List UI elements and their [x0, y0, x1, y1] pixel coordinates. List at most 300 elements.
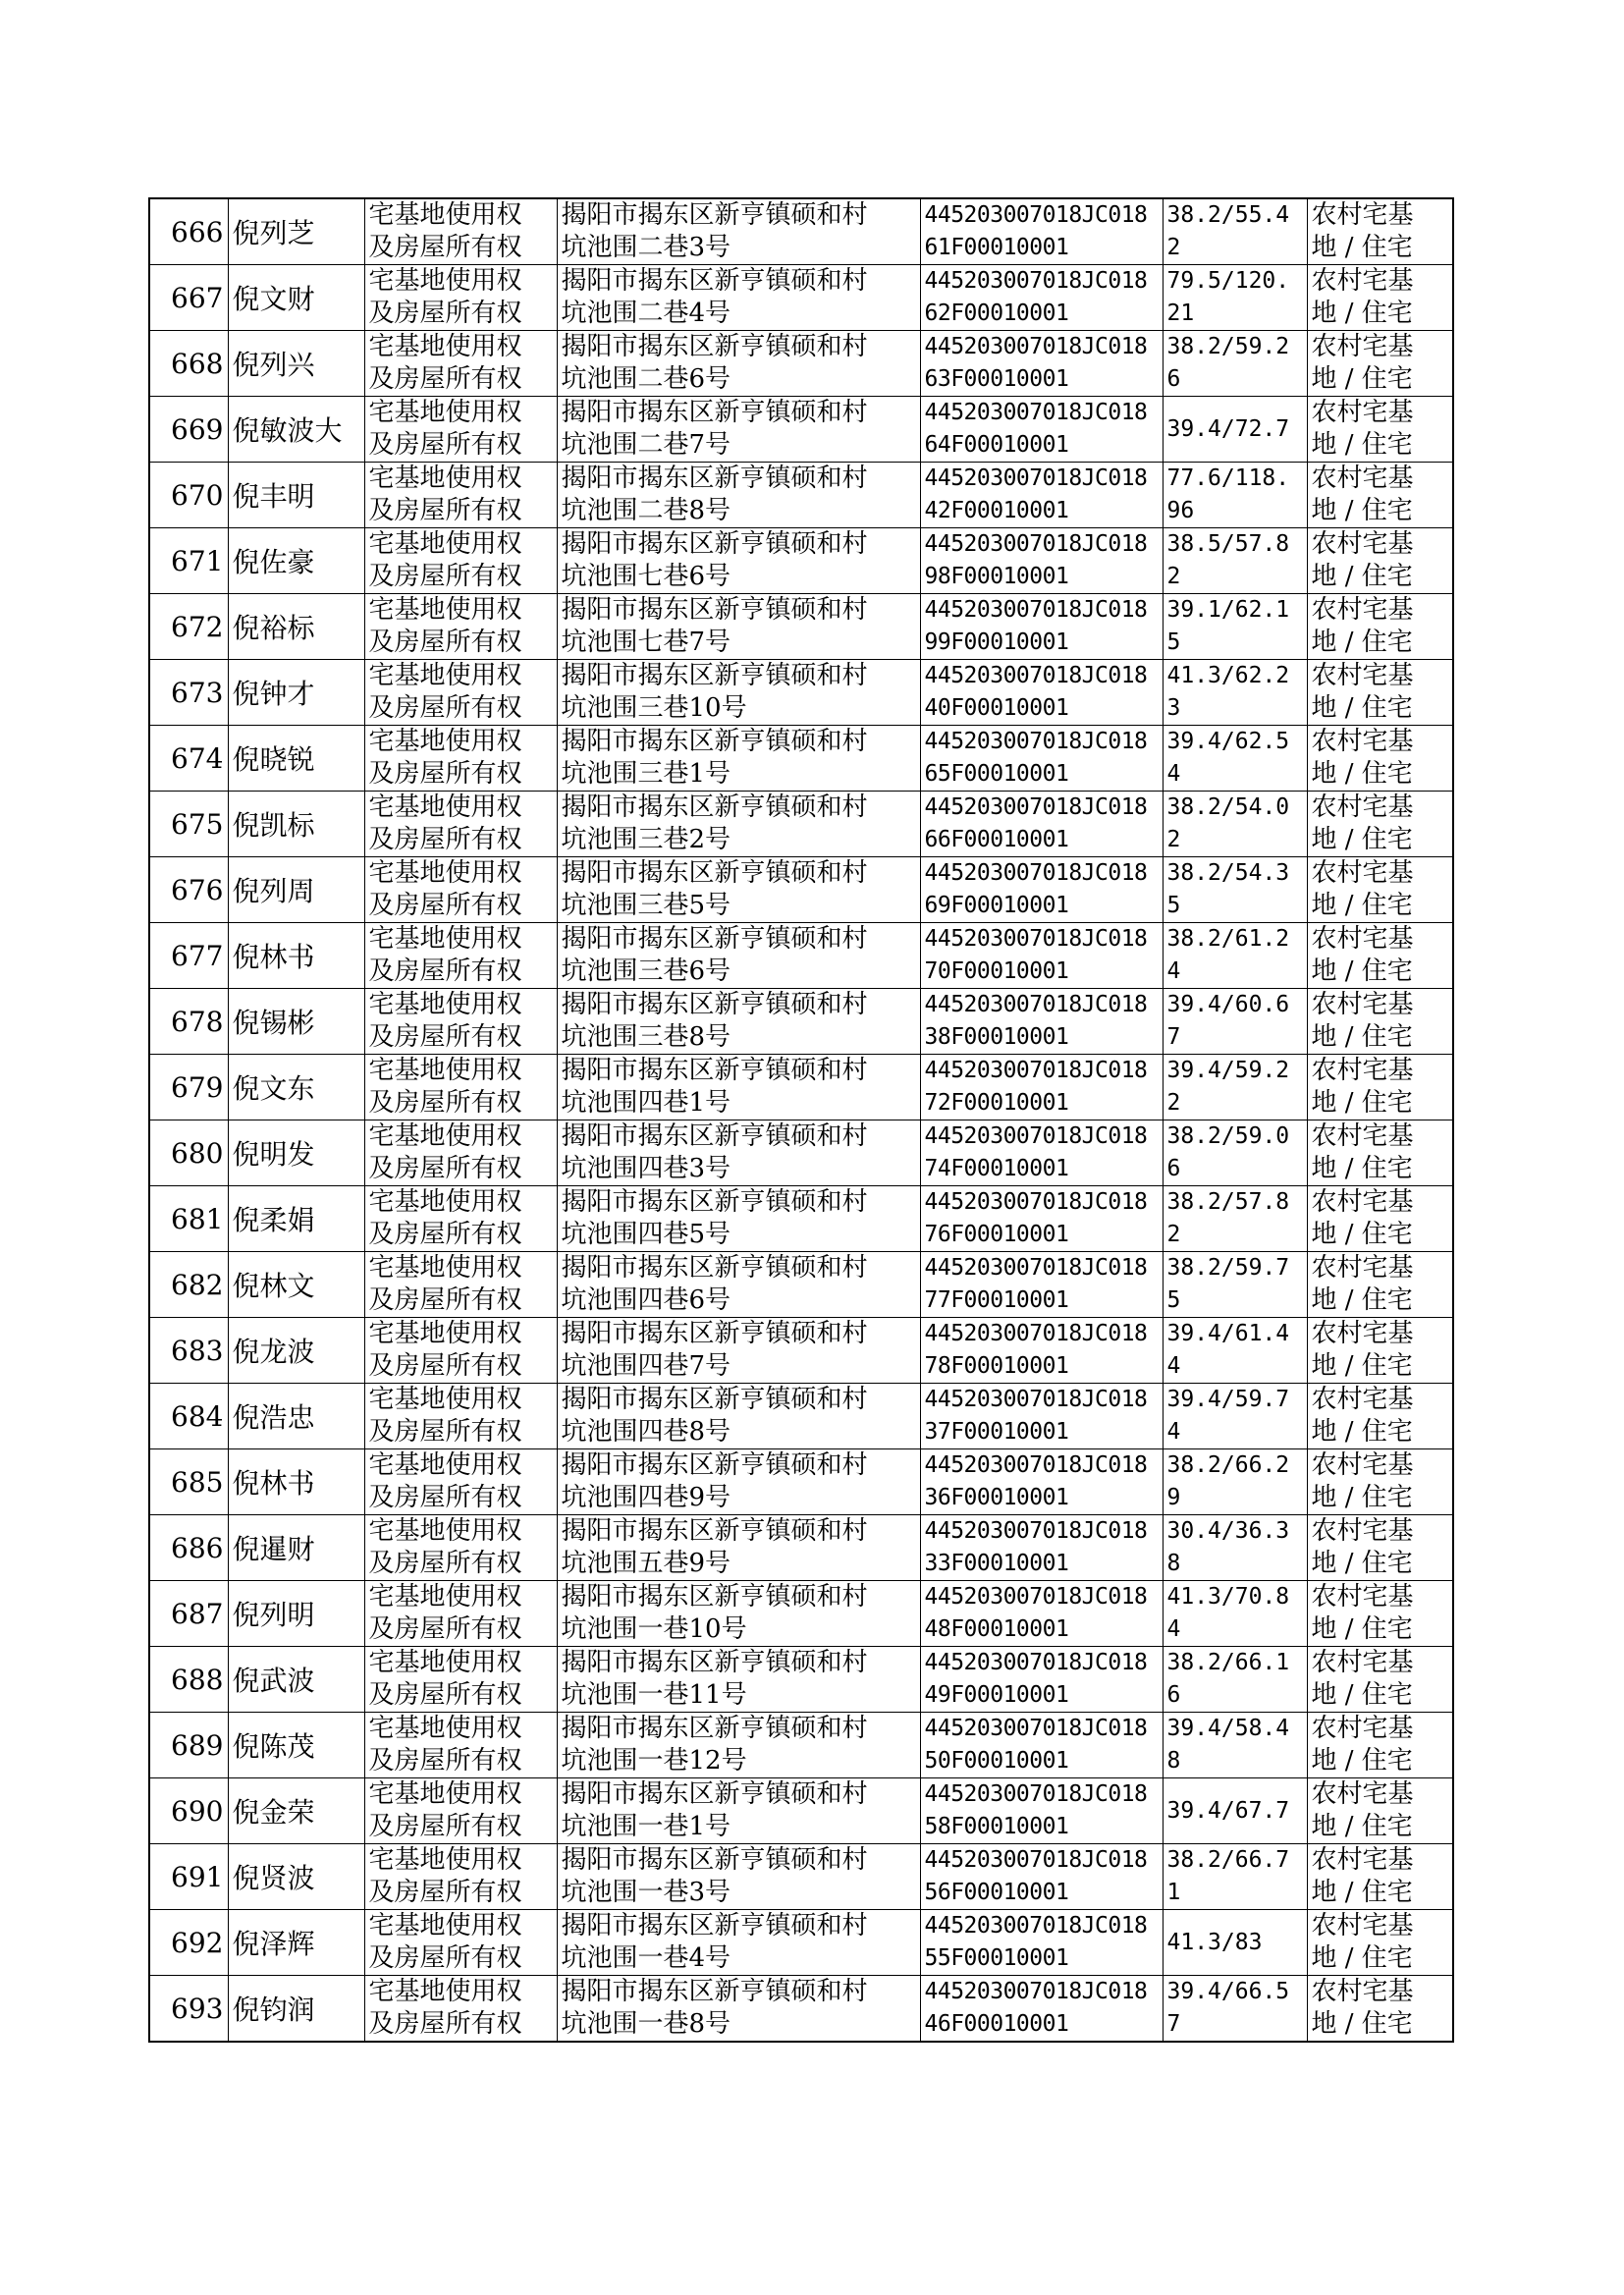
row-number: 672: [149, 594, 228, 660]
property-address-line: 坑池围一巷8号: [561, 2009, 731, 2039]
right-type-line: 宅基地使用权: [368, 464, 522, 493]
unit-code: 445203007018JC01855F00010001: [920, 1910, 1163, 1976]
right-type: [364, 923, 557, 989]
owner-name: 倪文东: [228, 1055, 364, 1120]
row-number: 687: [149, 1581, 228, 1647]
right-type: [364, 1647, 557, 1713]
property-address-line: 揭阳市揭东区新亨镇硕和村: [561, 858, 868, 888]
right-type-line: 及房屋所有权: [368, 693, 522, 723]
land-usage-line: 农村宅基: [1311, 1714, 1414, 1743]
land-usage-line: 农村宅基: [1311, 661, 1414, 690]
land-usage: [1307, 660, 1453, 726]
table-row: [149, 1318, 1453, 1384]
right-type-line: 及房屋所有权: [368, 299, 522, 328]
property-address: [557, 331, 920, 397]
land-usage: [1307, 1581, 1453, 1647]
property-address-line: 揭阳市揭东区新亨镇硕和村: [561, 1911, 868, 1940]
area-value: 38.2/59.75: [1163, 1252, 1307, 1318]
unit-code: 445203007018JC01862F00010001: [920, 265, 1163, 331]
unit-code: 445203007018JC01838F00010001: [920, 989, 1163, 1055]
property-address-line: 揭阳市揭东区新亨镇硕和村: [561, 332, 868, 361]
property-address: [557, 1449, 920, 1515]
area-value: 41.3/70.84: [1163, 1581, 1307, 1647]
unit-code: 445203007018JC01898F00010001: [920, 528, 1163, 594]
owner-name: 倪武波: [228, 1647, 364, 1713]
property-address-line: 揭阳市揭东区新亨镇硕和村: [561, 1385, 868, 1414]
row-number: 685: [149, 1449, 228, 1515]
area-value: 38.2/55.42: [1163, 198, 1307, 265]
unit-code: 445203007018JC01856F00010001: [920, 1844, 1163, 1910]
property-address-line: 坑池围三巷2号: [561, 825, 731, 854]
right-type-line: 宅基地使用权: [368, 1319, 522, 1348]
land-usage: [1307, 1120, 1453, 1186]
area-value: 79.5/120.21: [1163, 265, 1307, 331]
property-address-line: 坑池围三巷10号: [561, 693, 747, 723]
registry-table-body: [149, 198, 1453, 2042]
property-address-line: 揭阳市揭东区新亨镇硕和村: [561, 1779, 868, 1809]
right-type-line: 宅基地使用权: [368, 266, 522, 296]
land-usage: [1307, 463, 1453, 528]
property-address-line: 揭阳市揭东区新亨镇硕和村: [561, 1121, 868, 1151]
unit-code: 445203007018JC01870F00010001: [920, 923, 1163, 989]
right-type: [364, 1120, 557, 1186]
row-number: 684: [149, 1384, 228, 1449]
right-type-line: 及房屋所有权: [368, 956, 522, 986]
right-type-line: 及房屋所有权: [368, 1746, 522, 1776]
right-type-line: 宅基地使用权: [368, 661, 522, 690]
right-type-line: 及房屋所有权: [368, 1220, 522, 1249]
owner-name: 倪暹财: [228, 1515, 364, 1581]
row-number: 677: [149, 923, 228, 989]
land-usage-line: 地 / 住宅: [1311, 1285, 1413, 1315]
land-usage: [1307, 1055, 1453, 1120]
owner-name: 倪柔娟: [228, 1186, 364, 1252]
land-usage: [1307, 1515, 1453, 1581]
table-row: [149, 792, 1453, 857]
property-address-line: 坑池围四巷3号: [561, 1154, 731, 1183]
property-address-line: 揭阳市揭东区新亨镇硕和村: [561, 1845, 868, 1875]
owner-name: 倪林书: [228, 923, 364, 989]
property-address-line: 坑池围二巷8号: [561, 496, 731, 525]
land-usage-line: 地 / 住宅: [1311, 628, 1413, 657]
right-type: [364, 989, 557, 1055]
land-usage-line: 地 / 住宅: [1311, 1549, 1413, 1578]
row-number: 675: [149, 792, 228, 857]
owner-name: 倪列明: [228, 1581, 364, 1647]
right-type-line: 宅基地使用权: [368, 1450, 522, 1480]
right-type: [364, 1713, 557, 1778]
land-usage-line: 农村宅基: [1311, 1911, 1414, 1940]
row-number: 693: [149, 1976, 228, 2043]
row-number: 682: [149, 1252, 228, 1318]
property-address-line: 坑池围一巷3号: [561, 1878, 731, 1907]
property-address-line: 揭阳市揭东区新亨镇硕和村: [561, 464, 868, 493]
property-address-line: 揭阳市揭东区新亨镇硕和村: [561, 529, 868, 559]
right-type-line: 及房屋所有权: [368, 825, 522, 854]
land-usage-line: 农村宅基: [1311, 727, 1414, 756]
right-type-line: 宅基地使用权: [368, 1582, 522, 1612]
right-type: [364, 660, 557, 726]
land-usage-line: 地 / 住宅: [1311, 956, 1413, 986]
property-address-line: 坑池围一巷12号: [561, 1746, 747, 1776]
land-usage-line: 农村宅基: [1311, 1582, 1414, 1612]
property-address: [557, 1581, 920, 1647]
owner-name: 倪林书: [228, 1449, 364, 1515]
right-type-line: 及房屋所有权: [368, 233, 522, 262]
property-address-line: 坑池围三巷1号: [561, 759, 731, 789]
right-type-line: 宅基地使用权: [368, 1121, 522, 1151]
row-number: 688: [149, 1647, 228, 1713]
unit-code: 445203007018JC01850F00010001: [920, 1713, 1163, 1778]
property-address: [557, 1252, 920, 1318]
row-number: 676: [149, 857, 228, 923]
property-address-line: 揭阳市揭东区新亨镇硕和村: [561, 727, 868, 756]
unit-code: 445203007018JC01846F00010001: [920, 1976, 1163, 2043]
land-usage-line: 地 / 住宅: [1311, 364, 1413, 394]
property-address-line: 揭阳市揭东区新亨镇硕和村: [561, 990, 868, 1019]
property-address: [557, 726, 920, 792]
table-row: [149, 923, 1453, 989]
land-usage-line: 地 / 住宅: [1311, 562, 1413, 591]
right-type-line: 及房屋所有权: [368, 1614, 522, 1644]
property-address: [557, 528, 920, 594]
property-address-line: 揭阳市揭东区新亨镇硕和村: [561, 661, 868, 690]
right-type-line: 及房屋所有权: [368, 1022, 522, 1052]
property-address-line: 坑池围七巷6号: [561, 562, 731, 591]
owner-name: 倪浩忠: [228, 1384, 364, 1449]
right-type-line: 宅基地使用权: [368, 1648, 522, 1677]
land-usage-line: 地 / 住宅: [1311, 430, 1413, 460]
property-address-line: 坑池围五巷9号: [561, 1549, 731, 1578]
property-address-line: 揭阳市揭东区新亨镇硕和村: [561, 1582, 868, 1612]
right-type-line: 宅基地使用权: [368, 1779, 522, 1809]
land-usage-line: 农村宅基: [1311, 1977, 1414, 2006]
right-type-line: 及房屋所有权: [368, 1088, 522, 1118]
property-address: [557, 1384, 920, 1449]
right-type-line: 宅基地使用权: [368, 1911, 522, 1940]
property-address: [557, 594, 920, 660]
right-type-line: 及房屋所有权: [368, 1549, 522, 1578]
land-usage-line: 农村宅基: [1311, 529, 1414, 559]
right-type-line: 及房屋所有权: [368, 1417, 522, 1447]
right-type-line: 宅基地使用权: [368, 727, 522, 756]
property-address: [557, 1976, 920, 2043]
row-number: 683: [149, 1318, 228, 1384]
row-number: 674: [149, 726, 228, 792]
table-row: [149, 1713, 1453, 1778]
property-address-line: 坑池围四巷7号: [561, 1351, 731, 1381]
land-usage-line: 地 / 住宅: [1311, 2009, 1413, 2039]
right-type: [364, 397, 557, 463]
land-usage-line: 农村宅基: [1311, 1385, 1414, 1414]
right-type-line: 宅基地使用权: [368, 924, 522, 954]
row-number: 668: [149, 331, 228, 397]
row-number: 681: [149, 1186, 228, 1252]
right-type-line: 宅基地使用权: [368, 1977, 522, 2006]
property-address-line: 坑池围二巷3号: [561, 233, 731, 262]
unit-code: 445203007018JC01866F00010001: [920, 792, 1163, 857]
owner-name: 倪林文: [228, 1252, 364, 1318]
land-usage-line: 地 / 住宅: [1311, 496, 1413, 525]
area-value: 39.4/72.7: [1163, 397, 1307, 463]
unit-code: 445203007018JC01863F00010001: [920, 331, 1163, 397]
unit-code: 445203007018JC01833F00010001: [920, 1515, 1163, 1581]
land-usage-line: 农村宅基: [1311, 1779, 1414, 1809]
land-usage-line: 地 / 住宅: [1311, 1878, 1413, 1907]
property-address-line: 揭阳市揭东区新亨镇硕和村: [561, 1648, 868, 1677]
unit-code: 445203007018JC01837F00010001: [920, 1384, 1163, 1449]
row-number: 691: [149, 1844, 228, 1910]
land-usage-line: 农村宅基: [1311, 1450, 1414, 1480]
land-usage: [1307, 1252, 1453, 1318]
right-type: [364, 1318, 557, 1384]
area-value: 41.3/62.23: [1163, 660, 1307, 726]
area-value: 39.4/60.67: [1163, 989, 1307, 1055]
table-row: [149, 594, 1453, 660]
unit-code: 445203007018JC01878F00010001: [920, 1318, 1163, 1384]
land-usage-line: 农村宅基: [1311, 1187, 1414, 1217]
land-usage-line: 地 / 住宅: [1311, 1943, 1413, 1973]
row-number: 673: [149, 660, 228, 726]
row-number: 680: [149, 1120, 228, 1186]
right-type-line: 宅基地使用权: [368, 529, 522, 559]
owner-name: 倪锡彬: [228, 989, 364, 1055]
right-type-line: 宅基地使用权: [368, 858, 522, 888]
right-type-line: 宅基地使用权: [368, 1187, 522, 1217]
area-value: 38.2/66.71: [1163, 1844, 1307, 1910]
owner-name: 倪敏波大: [228, 397, 364, 463]
land-usage: [1307, 1713, 1453, 1778]
area-value: 39.1/62.15: [1163, 594, 1307, 660]
right-type-line: 宅基地使用权: [368, 1516, 522, 1546]
owner-name: 倪凯标: [228, 792, 364, 857]
property-address: [557, 989, 920, 1055]
land-usage: [1307, 726, 1453, 792]
land-usage-line: 地 / 住宅: [1311, 1680, 1413, 1710]
right-type: [364, 528, 557, 594]
land-usage-line: 地 / 住宅: [1311, 1417, 1413, 1447]
row-number: 692: [149, 1910, 228, 1976]
property-address-line: 坑池围四巷1号: [561, 1088, 731, 1118]
area-value: 38.2/57.82: [1163, 1186, 1307, 1252]
property-address-line: 坑池围二巷6号: [561, 364, 731, 394]
property-address-line: 坑池围二巷7号: [561, 430, 731, 460]
row-number: 679: [149, 1055, 228, 1120]
property-address-line: 坑池围四巷9号: [561, 1483, 731, 1512]
right-type-line: 宅基地使用权: [368, 200, 522, 230]
property-address: [557, 1120, 920, 1186]
right-type: [364, 1515, 557, 1581]
land-usage-line: 地 / 住宅: [1311, 1483, 1413, 1512]
owner-name: 倪陈茂: [228, 1713, 364, 1778]
right-type-line: 及房屋所有权: [368, 1943, 522, 1973]
owner-name: 倪丰明: [228, 463, 364, 528]
land-usage-line: 地 / 住宅: [1311, 1220, 1413, 1249]
right-type-line: 宅基地使用权: [368, 792, 522, 822]
table-row: [149, 1252, 1453, 1318]
table-row: [149, 1515, 1453, 1581]
table-row: [149, 1384, 1453, 1449]
property-address-line: 坑池围一巷11号: [561, 1680, 747, 1710]
property-address-line: 坑池围四巷8号: [561, 1417, 731, 1447]
row-number: 678: [149, 989, 228, 1055]
property-address-line: 坑池围四巷6号: [561, 1285, 731, 1315]
right-type-line: 及房屋所有权: [368, 1285, 522, 1315]
land-usage: [1307, 528, 1453, 594]
table-row: [149, 1449, 1453, 1515]
owner-name: 倪钧润: [228, 1976, 364, 2043]
owner-name: 倪晓锐: [228, 726, 364, 792]
area-value: 38.2/59.06: [1163, 1120, 1307, 1186]
property-address-line: 揭阳市揭东区新亨镇硕和村: [561, 1450, 868, 1480]
right-type: [364, 1778, 557, 1844]
unit-code: 445203007018JC01876F00010001: [920, 1186, 1163, 1252]
right-type-line: 宅基地使用权: [368, 1253, 522, 1283]
owner-name: 倪泽辉: [228, 1910, 364, 1976]
area-value: 38.2/66.29: [1163, 1449, 1307, 1515]
land-usage-line: 地 / 住宅: [1311, 1022, 1413, 1052]
land-usage-line: 地 / 住宅: [1311, 233, 1413, 262]
land-usage: [1307, 1778, 1453, 1844]
property-address: [557, 792, 920, 857]
property-address-line: 坑池围三巷6号: [561, 956, 731, 986]
property-address: [557, 1713, 920, 1778]
unit-code: 445203007018JC01899F00010001: [920, 594, 1163, 660]
property-address-line: 坑池围一巷10号: [561, 1614, 747, 1644]
property-address: [557, 1186, 920, 1252]
right-type: [364, 198, 557, 265]
right-type-line: 及房屋所有权: [368, 1878, 522, 1907]
property-address-line: 坑池围三巷5号: [561, 891, 731, 920]
owner-name: 倪列芝: [228, 198, 364, 265]
property-address-line: 坑池围一巷1号: [561, 1812, 731, 1841]
land-usage-line: 农村宅基: [1311, 1319, 1414, 1348]
table-row: [149, 1778, 1453, 1844]
table-row: [149, 1910, 1453, 1976]
unit-code: 445203007018JC01840F00010001: [920, 660, 1163, 726]
property-address: [557, 397, 920, 463]
right-type-line: 宅基地使用权: [368, 1714, 522, 1743]
land-usage-line: 地 / 住宅: [1311, 1614, 1413, 1644]
owner-name: 倪明发: [228, 1120, 364, 1186]
unit-code: 445203007018JC01861F00010001: [920, 198, 1163, 265]
property-address: [557, 463, 920, 528]
property-address: [557, 660, 920, 726]
land-usage-line: 农村宅基: [1311, 990, 1414, 1019]
owner-name: 倪裕标: [228, 594, 364, 660]
right-type: [364, 594, 557, 660]
area-value: 38.2/66.16: [1163, 1647, 1307, 1713]
property-address-line: 坑池围一巷4号: [561, 1943, 731, 1973]
land-usage-line: 地 / 住宅: [1311, 759, 1413, 789]
right-type-line: 及房屋所有权: [368, 628, 522, 657]
unit-code: 445203007018JC01864F00010001: [920, 397, 1163, 463]
right-type-line: 及房屋所有权: [368, 562, 522, 591]
row-number: 670: [149, 463, 228, 528]
property-address: [557, 923, 920, 989]
right-type: [364, 463, 557, 528]
land-usage-line: 农村宅基: [1311, 398, 1414, 427]
table-row: [149, 463, 1453, 528]
right-type: [364, 1844, 557, 1910]
land-usage: [1307, 857, 1453, 923]
land-usage-line: 地 / 住宅: [1311, 1812, 1413, 1841]
land-usage-line: 农村宅基: [1311, 858, 1414, 888]
unit-code: 445203007018JC01848F00010001: [920, 1581, 1163, 1647]
right-type-line: 宅基地使用权: [368, 595, 522, 625]
right-type-line: 及房屋所有权: [368, 1483, 522, 1512]
land-usage-line: 农村宅基: [1311, 332, 1414, 361]
area-value: 39.4/58.48: [1163, 1713, 1307, 1778]
right-type-line: 宅基地使用权: [368, 332, 522, 361]
unit-code: 445203007018JC01849F00010001: [920, 1647, 1163, 1713]
right-type: [364, 1186, 557, 1252]
land-usage-line: 农村宅基: [1311, 266, 1414, 296]
property-address: [557, 198, 920, 265]
area-value: 39.4/59.22: [1163, 1055, 1307, 1120]
right-type-line: 宅基地使用权: [368, 1385, 522, 1414]
land-usage: [1307, 1976, 1453, 2043]
table-row: [149, 660, 1453, 726]
owner-name: 倪龙波: [228, 1318, 364, 1384]
owner-name: 倪佐豪: [228, 528, 364, 594]
owner-name: 倪列兴: [228, 331, 364, 397]
owner-name: 倪金荣: [228, 1778, 364, 1844]
property-address: [557, 1318, 920, 1384]
right-type-line: 及房屋所有权: [368, 1154, 522, 1183]
land-usage-line: 地 / 住宅: [1311, 1351, 1413, 1381]
unit-code: 445203007018JC01872F00010001: [920, 1055, 1163, 1120]
land-usage: [1307, 1318, 1453, 1384]
row-number: 667: [149, 265, 228, 331]
land-usage-line: 地 / 住宅: [1311, 825, 1413, 854]
unit-code: 445203007018JC01874F00010001: [920, 1120, 1163, 1186]
area-value: 39.4/67.7: [1163, 1778, 1307, 1844]
right-type: [364, 331, 557, 397]
table-row: [149, 857, 1453, 923]
row-number: 686: [149, 1515, 228, 1581]
table-row: [149, 1976, 1453, 2043]
right-type-line: 宅基地使用权: [368, 1056, 522, 1085]
land-usage-line: 农村宅基: [1311, 464, 1414, 493]
right-type-line: 及房屋所有权: [368, 364, 522, 394]
row-number: 669: [149, 397, 228, 463]
property-address: [557, 1844, 920, 1910]
row-number: 690: [149, 1778, 228, 1844]
land-usage-line: 农村宅基: [1311, 792, 1414, 822]
area-value: 38.2/54.35: [1163, 857, 1307, 923]
table-row: [149, 528, 1453, 594]
area-value: 39.4/62.54: [1163, 726, 1307, 792]
right-type: [364, 857, 557, 923]
table-row: [149, 1055, 1453, 1120]
land-usage: [1307, 792, 1453, 857]
right-type: [364, 1910, 557, 1976]
property-address-line: 揭阳市揭东区新亨镇硕和村: [561, 1319, 868, 1348]
unit-code: 445203007018JC01869F00010001: [920, 857, 1163, 923]
land-usage: [1307, 1647, 1453, 1713]
row-number: 689: [149, 1713, 228, 1778]
unit-code: 445203007018JC01877F00010001: [920, 1252, 1163, 1318]
property-address-line: 坑池围二巷4号: [561, 299, 731, 328]
property-address-line: 揭阳市揭东区新亨镇硕和村: [561, 1516, 868, 1546]
land-usage-line: 农村宅基: [1311, 924, 1414, 954]
right-type-line: 及房屋所有权: [368, 430, 522, 460]
land-usage: [1307, 989, 1453, 1055]
right-type: [364, 265, 557, 331]
property-address-line: 揭阳市揭东区新亨镇硕和村: [561, 1977, 868, 2006]
area-value: 39.4/61.44: [1163, 1318, 1307, 1384]
